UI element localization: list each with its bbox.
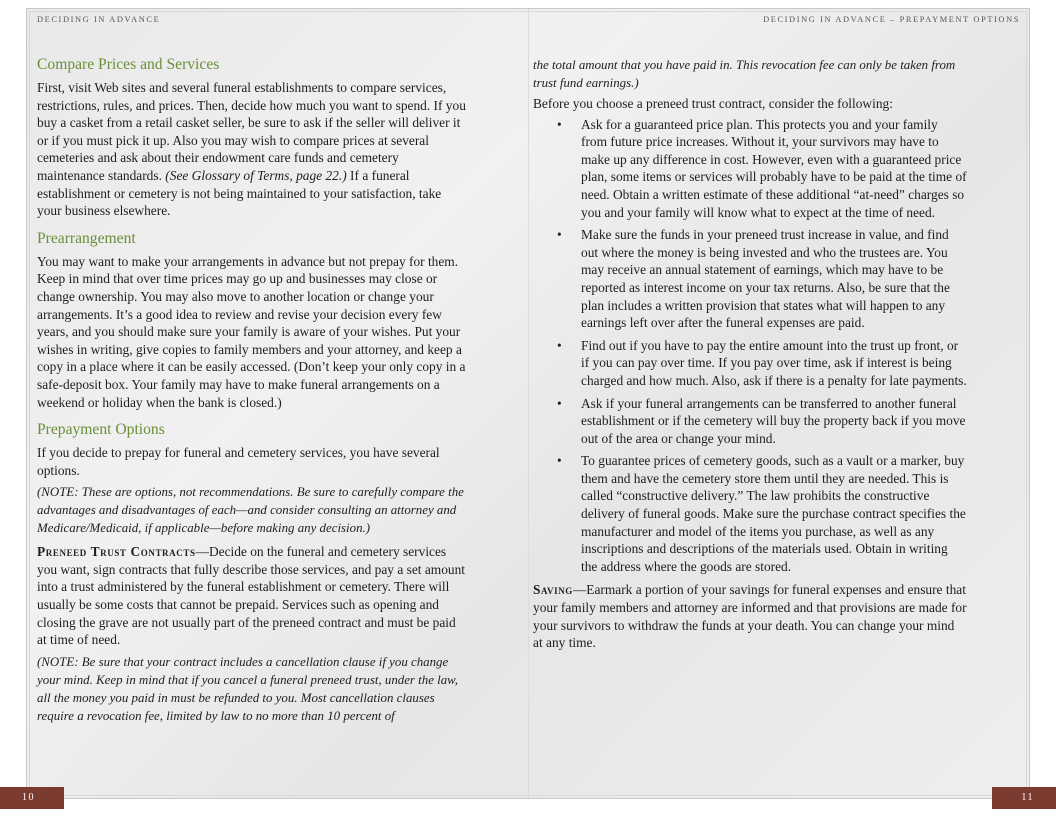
gutter-divider <box>528 9 529 798</box>
saving-label: Saving <box>533 582 573 598</box>
preneed-body: —Decide on the funeral and cemetery services you want, sign contracts that fully describe those services, and pay a set amount into a trust administered by the funeral establishment or cemetery. There will usually be some costs that cannot be prepaid. Services such as opening and closing the grave are not usually part of the preneed contract and must be paid at time of need. <box>37 544 466 648</box>
compare-tail: If a funeral establishment or cemetery is not being maintained to your satisfaction, take your business elsewhere. <box>37 167 442 219</box>
compare-paragraph <box>37 79 467 220</box>
glossary-reference: (See Glossary of Terms, page 22.) <box>165 167 347 183</box>
preneed-paragraph <box>37 543 467 649</box>
bullet-icon: • <box>557 395 562 411</box>
heading-compare-prices: Compare Prices and Services <box>37 56 220 73</box>
bullet-icon: • <box>557 227 562 243</box>
right-page-column <box>533 56 967 661</box>
saving-body: —Earmark a portion of your savings for funeral expenses and ensure that your family members and attorney are informed and that provisions are made for your survivors to withdraw the funds at your death. You can change your mind at any time. <box>533 582 967 651</box>
list-item <box>533 116 967 222</box>
saving-paragraph <box>533 581 967 651</box>
list-item <box>533 395 967 448</box>
bullet-icon: • <box>557 453 562 469</box>
list-item-text: Ask if your funeral arrangements can be transferred to another funeral establishment or if the cemetery will buy the property back if you move out of the area or change your mind. <box>581 395 966 446</box>
considerations-intro: Before you choose a preneed trust contract, consider the following: <box>533 96 893 111</box>
page-number-right: 11 <box>992 787 1056 809</box>
list-item-text: Make sure the funds in your preneed trust increase in value, and find out where the money is being invested and who the trustees are. You may receive an annual statement of earnings, which may have to be reported as interest income on your tax returns. Also, be sure that the plan includes a written provision that states what will happen to any earnings left over after the funeral expenses are paid. <box>581 227 950 331</box>
list-item-text: To guarantee prices of cemetery goods, such as a vault or a marker, buy them and have the cemetery store them until they are needed. This is called “constructive delivery.” The law prohibits the constructive delivery of funeral goods. Make sure the purchase contract specifies the manufacturer and model of the items you purchase, as well as any inscriptions and descriptions of the materials used. Obtain in writing the address where the goods are stored. <box>581 453 966 574</box>
list-item-text: Ask for a guaranteed price plan. This protects you and your family from future price increases. Without it, your survivors may have to make up any difference in cost. However, even with a guaranteed price plan, some items or services will probably have to be paid at the time of need. Obtain a written estimate of these additional “at-need” charges so you and your family will know what to expect at the time of need. <box>581 116 967 220</box>
list-item-text: Find out if you have to pay the entire amount into the trust up front, or if you can pay over time. If you pay over time, ask if interest is being charged and how much. Also, ask if there is a penalty for late payments. <box>581 337 967 388</box>
list-item <box>533 452 967 575</box>
page-number-left: 10 <box>0 787 64 809</box>
note-continued: the total amount that you have paid in. This revocation fee can only be taken from trust fund earnings.) <box>533 58 956 90</box>
prepayment-note: (NOTE: These are options, not recommendations. Be sure to carefully compare the advantages and disadvantages of each—and consider consulting an attorney and Medicare/Medicaid, if applicable—before making any decision.) <box>37 485 464 536</box>
cancellation-note: (NOTE: Be sure that your contract includes a cancellation clause if you change your mind. Keep in mind that if you cancel a funeral preneed trust, under the law, all the money you paid in must be refunded to you. Most cancellation clauses require a revocation fee, limited by law to no more than 10 percent of <box>37 654 459 723</box>
prepayment-paragraph: If you decide to prepay for funeral and cemetery services, you have several options. <box>37 445 440 478</box>
heading-prepayment-options: Prepayment Options <box>37 421 165 439</box>
considerations-list <box>533 116 967 576</box>
left-page-column <box>37 55 467 731</box>
bullet-icon: • <box>557 337 562 353</box>
preneed-label: Preneed Trust Contracts <box>37 544 196 560</box>
list-item <box>533 337 967 390</box>
prearrangement-paragraph: You may want to make your arrangements in advance but not prepay for them. Keep in mind that over time prices may go up and businesses may close or change ownership. You may also move to another location or change your arrangements. It’s a good idea to review and revise your decision every few years, and you should make sure your family is aware of your wishes. Put your wishes in writing, give copies to family members and your attorney, and keep a copy in a place where it can be easily accessed. (Don’t keep your only copy in a safe-deposit box. Your family may have to make funeral arrangements on a weekend or holiday when the bank is closed.) <box>37 253 466 410</box>
running-head-right: DECIDING IN ADVANCE – PREPAYMENT OPTIONS <box>763 15 1020 24</box>
running-head-left: DECIDING IN ADVANCE <box>37 15 161 24</box>
list-item <box>533 226 967 332</box>
heading-prearrangement: Prearrangement <box>37 229 136 247</box>
compare-body: First, visit Web sites and several funeral establishments to compare services, restrictions, rules, and prices. Then, decide how much you want to spend. If you buy a casket from a retail casket seller, be sure to ask if the seller will deliver it or if you must pick it up. Also you may wish to compare prices at several cemeteries and ask about their endowment care funds and cemetery maintenance standards. <box>37 80 466 183</box>
bullet-icon: • <box>557 116 562 132</box>
